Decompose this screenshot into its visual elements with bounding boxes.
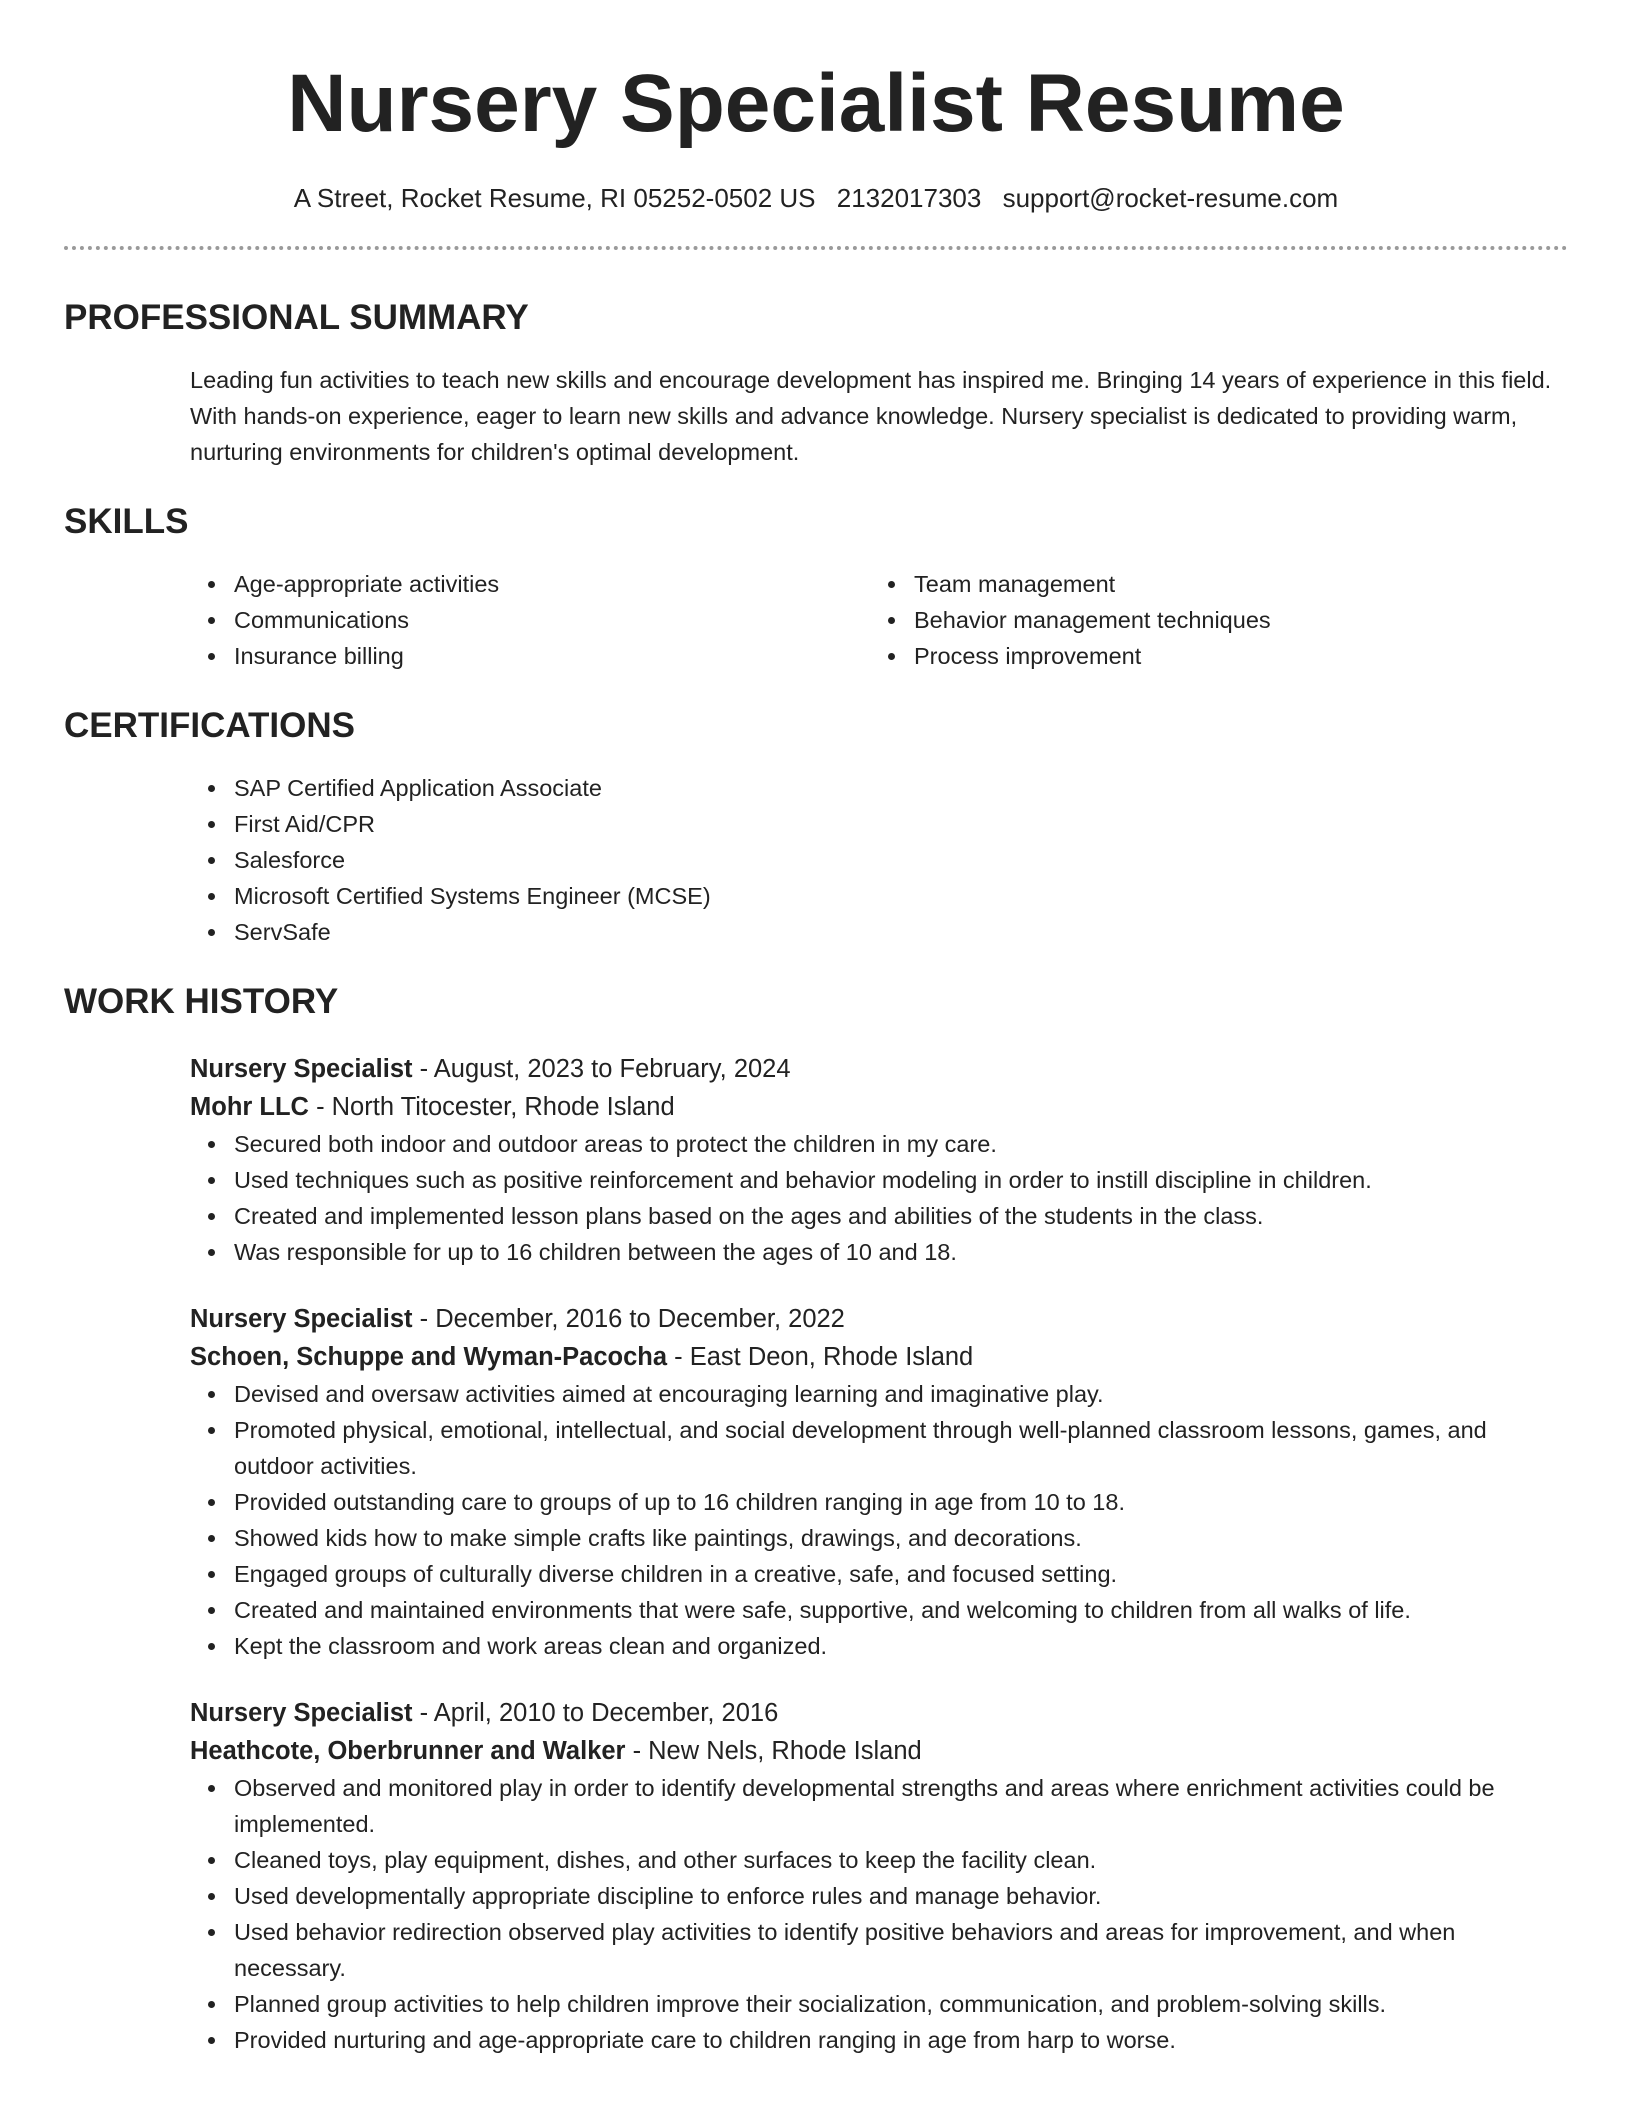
skills-column-left [190,566,870,674]
job-role-line [190,1694,1568,1732]
job-company: Schoen, Schuppe and Wyman-Pacocha [190,1343,668,1371]
header-divider [64,246,1568,250]
job-dates: - August, 2023 to February, 2024 [412,1055,791,1083]
skill-item: Team management [914,566,1550,602]
job-role: Nursery Specialist [190,1305,413,1333]
contact-phone: 2132017303 [836,183,982,213]
job-duty-item: Provided nurturing and age-appropriate care to children ranging in age from harp to worse. [234,2022,1568,2058]
job-role: Nursery Specialist [190,1699,413,1727]
job-entry [64,1300,1568,1664]
job-duty-item: Used techniques such as positive reinforcement and behavior modeling in order to instill discipline in children. [234,1162,1568,1198]
skills-list-left [190,566,870,674]
job-duty-item: Secured both indoor and outdoor areas to protect the children in my care. [234,1126,1568,1162]
certification-item: Microsoft Certified Systems Engineer (MCSE) [234,878,1568,914]
job-duties-list [190,1770,1568,2058]
skill-item: Age-appropriate activities [234,566,870,602]
resume-title: Nursery Specialist Resume [287,58,1345,149]
job-duty-item: Planned group activities to help children improve their socialization, communication, and problem-solving skills. [234,1986,1568,2022]
job-company: Mohr LLC [190,1093,309,1121]
job-duties-list [190,1126,1568,1270]
certifications-list-wrapper [64,770,1568,950]
job-company-line [190,1338,1568,1376]
skills-heading: SKILLS [64,502,189,541]
job-duty-item: Engaged groups of culturally diverse children in a creative, safe, and focused setting. [234,1556,1568,1592]
job-company-line [190,1088,1568,1126]
job-duty-item: Was responsible for up to 16 children between the ages of 10 and 18. [234,1234,1568,1270]
certifications-list [190,770,1568,950]
job-entry [64,1694,1568,2058]
job-duties-list [190,1376,1568,1664]
summary-text: Leading fun activities to teach new skills and encourage development has inspired me. Bringing 14 years of experience in this field. With hands-on experience, eager to learn new skills and advance knowledge. Nursery specialist is dedicated to providing warm, nurturing environments for children's optimal development. [190,367,1552,465]
job-duty-item: Observed and monitored play in order to identify developmental strengths and areas where enrichment activities could be implemented. [234,1770,1568,1842]
skill-item: Process improvement [914,638,1550,674]
contact-email[interactable]: support@rocket-resume.com [1002,183,1339,213]
summary-heading: PROFESSIONAL SUMMARY [64,298,529,337]
certifications-heading: CERTIFICATIONS [64,706,356,745]
job-duty-item: Showed kids how to make simple crafts like paintings, drawings, and decorations. [234,1520,1568,1556]
job-duty-item: Created and implemented lesson plans based on the ages and abilities of the students in the class. [234,1198,1568,1234]
job-location: - New Nels, Rhode Island [625,1737,922,1765]
certification-item: SAP Certified Application Associate [234,770,1568,806]
job-role-line [190,1300,1568,1338]
job-duty-item: Used developmentally appropriate discipline to enforce rules and manage behavior. [234,1878,1568,1914]
job-company-line [190,1732,1568,1770]
job-role: Nursery Specialist [190,1055,413,1083]
job-location: - East Deon, Rhode Island [667,1343,974,1371]
job-duty-item: Created and maintained environments that were safe, supportive, and welcoming to children from all walks of life. [234,1592,1568,1628]
job-role-line [190,1050,1568,1088]
contact-line [64,180,1568,216]
job-duty-item: Kept the classroom and work areas clean and organized. [234,1628,1568,1664]
job-dates: - December, 2016 to December, 2022 [412,1305,845,1333]
certification-item: ServSafe [234,914,1568,950]
skills-grid [64,566,1568,674]
job-duty-item: Provided outstanding care to groups of up to 16 children ranging in age from 10 to 18. [234,1484,1568,1520]
skill-item: Insurance billing [234,638,870,674]
job-dates: - April, 2010 to December, 2016 [412,1699,779,1727]
certification-item: First Aid/CPR [234,806,1568,842]
job-duty-item: Promoted physical, emotional, intellectual, and social development through well-planned classroom lessons, games, and outdoor activities. [234,1412,1568,1484]
job-company: Heathcote, Oberbrunner and Walker [190,1737,626,1765]
job-entry [64,1050,1568,1270]
contact-address: A Street, Rocket Resume, RI 05252-0502 US [293,183,816,213]
work-history-heading: WORK HISTORY [64,982,339,1021]
job-duty-item: Devised and oversaw activities aimed at encouraging learning and imaginative play. [234,1376,1568,1412]
skill-item: Communications [234,602,870,638]
job-duty-item: Used behavior redirection observed play activities to identify positive behaviors and areas for improvement, and when necessary. [234,1914,1568,1986]
skill-item: Behavior management techniques [914,602,1550,638]
certification-item: Salesforce [234,842,1568,878]
job-duty-item: Cleaned toys, play equipment, dishes, and other surfaces to keep the facility clean. [234,1842,1568,1878]
skills-list-right [870,566,1550,674]
job-location: - North Titocester, Rhode Island [308,1093,675,1121]
skills-column-right [870,566,1550,674]
